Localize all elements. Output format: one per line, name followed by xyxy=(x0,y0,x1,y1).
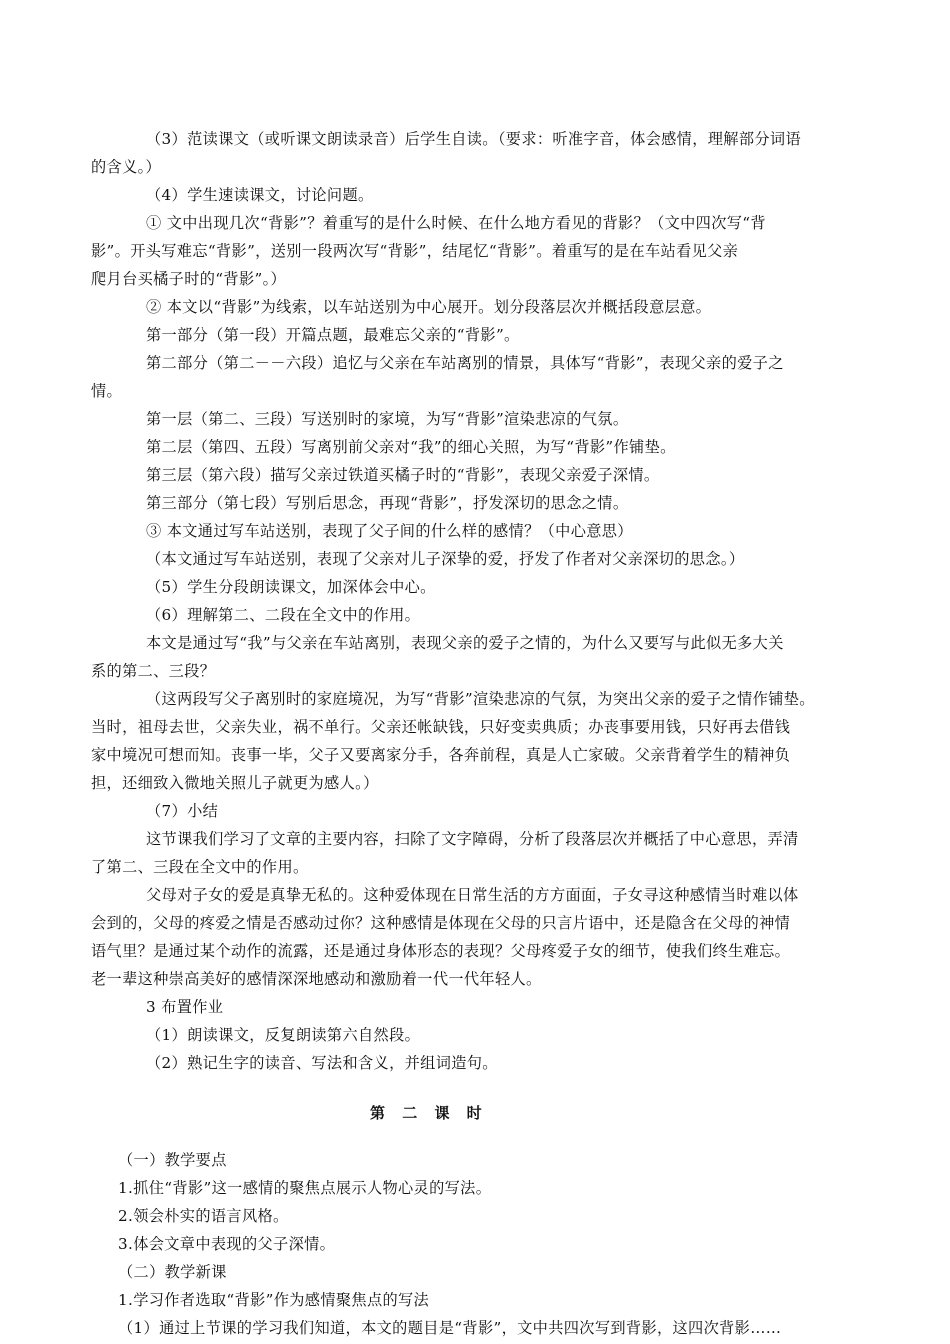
paragraph-line: （这两段写父子离别时的家庭境况，为写“背影”渲染悲凉的气氛，为突出父亲的爱子之情作铺垫。 xyxy=(146,690,815,708)
paragraph-line: 第一层（第二、三段）写送别时的家境，为写“背影”渲染悲凉的气氛。 xyxy=(146,410,629,428)
paragraph-line: 当时，祖母去世，父亲失业，祸不单行。父亲还帐缺钱，只好变卖典质；办丧事要用钱，只好再去借钱 xyxy=(91,718,791,736)
paragraph-line: 系的第二、三段？ xyxy=(91,662,216,680)
paragraph-line: 1.学习作者选取“背影”作为感情聚焦点的写法 xyxy=(118,1291,430,1309)
paragraph-line: （1）朗读课文，反复朗读第六自然段。 xyxy=(146,1026,421,1044)
paragraph-line: 第三层（第六段）描写父亲过铁道买橘子时的“背影”，表现父亲爱子深情。 xyxy=(146,466,660,484)
paragraph-line: 第二层（第四、五段）写离别前父亲对“我”的细心关照，为写“背影”作铺垫。 xyxy=(146,438,676,456)
section-heading: 第 二 课 时 xyxy=(370,1104,488,1122)
paragraph-line: （6）理解第二、二段在全文中的作用。 xyxy=(146,606,421,624)
paragraph-line: 第三部分（第七段）写别后思念，再现“背影”，抒发深切的思念之情。 xyxy=(146,494,629,512)
paragraph-line: （5）学生分段朗读课文，加深体会中心。 xyxy=(146,578,436,596)
paragraph-line: （4）学生速读课文，讨论问题。 xyxy=(146,186,374,204)
paragraph-line: 会到的，父母的疼爱之情是否感动过你？这种感情是体现在父母的只言片语中，还是隐含在父母的神情 xyxy=(91,914,791,932)
paragraph-line: ② 本文以“背影”为线索，以车站送别为中心展开。划分段落层次并概括段意层意。 xyxy=(146,298,712,316)
paragraph-line: 担，还细致入微地关照儿子就更为感人。） xyxy=(91,774,379,792)
paragraph-line: 本文是通过写“我”与父亲在车站离别，表现父亲的爱子之情的，为什么又要写与此似无多大关 xyxy=(146,634,784,652)
paragraph-line: 家中境况可想而知。丧事一毕，父子又要离家分手，各奔前程，真是人亡家破。父亲背着学生的精神负 xyxy=(91,746,791,764)
paragraph-line: ③ 本文通过写车站送别，表现了父子间的什么样的感情？（中心意思） xyxy=(146,522,633,540)
paragraph-line: 老一辈这种崇高美好的感情深深地感动和激励着一代一代年轻人。 xyxy=(91,970,542,988)
paragraph-line: 3.体会文章中表现的父子深情。 xyxy=(118,1235,336,1253)
paragraph-line: （1）通过上节课的学习我们知道，本文的题目是“背影”，文中共四次写到背影，这四次背影…… xyxy=(118,1319,782,1337)
paragraph-line: 爬月台买橘子时的“背影”。） xyxy=(91,270,287,288)
paragraph-line: （二）教学新课 xyxy=(118,1263,227,1281)
paragraph-line: 影”。开头写难忘“背影”，送别一段两次写“背影”，结尾忆“背影”。着重写的是在车站看见父亲 xyxy=(91,242,739,260)
paragraph-line: 第二部分（第二－－六段）追忆与父亲在车站离别的情景，具体写“背影”，表现父亲的爱子之 xyxy=(146,354,784,372)
paragraph-line: 这节课我们学习了文章的主要内容，扫除了文字障碍，分析了段落层次并概括了中心意思，弄清 xyxy=(146,830,799,848)
paragraph-line: （3）范读课文（或听课文朗读录音）后学生自读。（要求：听准字音，体会感情，理解部分词语 xyxy=(146,130,801,148)
paragraph-line: 3 布置作业 xyxy=(146,998,224,1016)
paragraph-line: （本文通过写车站送别，表现了父亲对儿子深挚的爱，抒发了作者对父亲深切的思念。） xyxy=(146,550,745,568)
paragraph-line: 1.抓住“背影”这一感情的聚焦点展示人物心灵的写法。 xyxy=(118,1179,492,1197)
paragraph-line: （2）熟记生字的读音、写法和含义，并组词造句。 xyxy=(146,1054,498,1072)
paragraph-line: （7）小结 xyxy=(146,802,219,820)
paragraph-line: 情。 xyxy=(91,382,123,400)
paragraph-line: 第一部分（第一段）开篇点题，最难忘父亲的“背影”。 xyxy=(146,326,520,344)
paragraph-line: 语气里？是通过某个动作的流露，还是通过身体形态的表现？父母疼爱子女的细节，使我们终生难忘。 xyxy=(91,942,791,960)
paragraph-line: 了第二、三段在全文中的作用。 xyxy=(91,858,309,876)
paragraph-line: （一）教学要点 xyxy=(118,1151,227,1169)
paragraph-line: 的含义。） xyxy=(91,158,162,176)
paragraph-line: 父母对子女的爱是真挚无私的。这种爱体现在日常生活的方方面面，子女寻这种感情当时难以体 xyxy=(146,886,799,904)
paragraph-line: 2.领会朴实的语言风格。 xyxy=(118,1207,289,1225)
paragraph-line: ① 文中出现几次“背影”？着重写的是什么时候、在什么地方看见的背影？（文中四次写“背 xyxy=(146,214,766,232)
